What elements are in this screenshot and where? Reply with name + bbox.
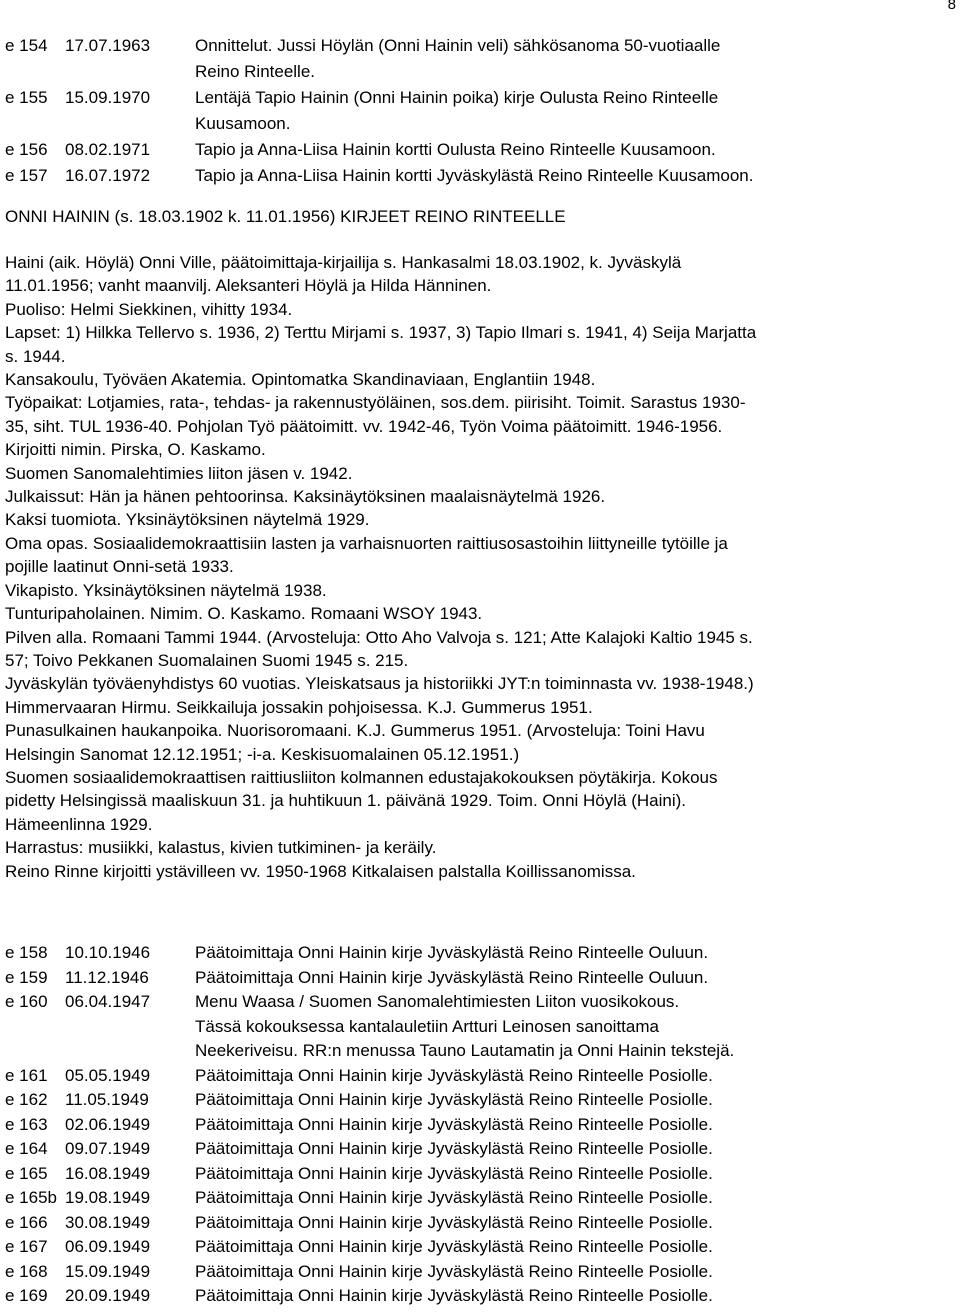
entry-row bbox=[5, 163, 945, 189]
entry-continuation-row bbox=[5, 111, 945, 137]
entry-date: 19.08.1949 bbox=[65, 1188, 151, 1207]
bio-line: Lapset: 1) Hilkka Tellervo s. 1936, 2) Terttu Mirjami s. 1937, 3) Tapio Ilmari s. 1941, 4) Seija Marjatta bbox=[5, 323, 757, 343]
entry-row bbox=[5, 1186, 945, 1211]
entry-description: Päätoimittaja Onni Hainin kirje Jyväskylästä Reino Rinteelle Posiolle. bbox=[195, 1237, 713, 1256]
entry-id bbox=[5, 1015, 65, 1040]
entry-description: Päätoimittaja Onni Hainin kirje Jyväskylästä Reino Rinteelle Posiolle. bbox=[195, 1090, 713, 1109]
bio-line: pojille laatinut Onni-setä 1933. bbox=[5, 557, 234, 577]
entry-id: e 157 bbox=[5, 166, 48, 185]
entry-date: 30.08.1949 bbox=[65, 1212, 151, 1232]
entry-date: 11.05.1949 bbox=[65, 1090, 149, 1109]
bio-line: Kaksi tuomiota. Yksinäytöksinen näytelmä 1929. bbox=[5, 510, 370, 530]
bio-line: Julkaissut: Hän ja hänen pehtoorinsa. Kaksinäytöksinen maalaisnäytelmä 1926. bbox=[5, 487, 606, 507]
bio-line: 35, siht. TUL 1936-40. Pohjolan Työ päätoimitt. vv. 1942-46, Työn Voima päätoimitt. 1946-1956. bbox=[5, 416, 723, 436]
entry-date: 10.10.1946 bbox=[65, 943, 151, 962]
entry-row bbox=[5, 85, 945, 111]
entry-description: Reino Rinteelle. bbox=[195, 62, 316, 81]
bio-line: Vikapisto. Yksinäytöksinen näytelmä 1938. bbox=[5, 580, 327, 600]
bio-line: 11.01.1956; vanht maanvilj. Aleksanteri Höylä ja Hilda Hänninen. bbox=[5, 276, 492, 296]
bio-line: Punasulkainen haukanpoika. Nuorisoromaani. K.J. Gummerus 1951. (Arvosteluja: Toini Havu bbox=[5, 721, 705, 741]
bio-line: Pilven alla. Romaani Tammi 1944. (Arvosteluja: Otto Aho Valvoja s. 121; Atte Kalajoki Kaltio 1945 s. bbox=[5, 627, 753, 647]
entry-row bbox=[5, 1211, 945, 1236]
entry-description: Päätoimittaja Onni Hainin kirje Jyväskylästä Reino Rinteelle Posiolle. bbox=[195, 1163, 713, 1183]
entry-id: e 167 bbox=[5, 1237, 48, 1256]
entry-date bbox=[65, 59, 195, 85]
entry-row bbox=[5, 1113, 945, 1138]
archive-entries-top bbox=[5, 33, 945, 189]
bio-line: Kirjoitti nimin. Pirska, O. Kaskamo. bbox=[5, 440, 266, 460]
entry-description: Kuusamoon. bbox=[195, 114, 291, 133]
entry-date: 02.06.1949 bbox=[65, 1114, 151, 1134]
bio-line: Oma opas. Sosiaalidemokraattisiin lasten ja varhaisnuorten raittiusosastoihin liittyneille tytöille ja bbox=[5, 533, 728, 553]
entry-row bbox=[5, 137, 945, 163]
entry-date: 06.09.1949 bbox=[65, 1237, 151, 1256]
bio-line: Reino Rinne kirjoitti ystävilleen vv. 1950-1968 Kitkalaisen palstalla Koillissanomissa. bbox=[5, 861, 636, 881]
entry-id: e 165b bbox=[5, 1188, 57, 1207]
entry-description: Tässä kokouksessa kantalauletiin Artturi Leinosen sanoittama bbox=[195, 1016, 659, 1036]
bio-line: Harrastus: musiikki, kalastus, kivien tutkiminen- ja keräily. bbox=[5, 838, 437, 858]
entry-id: e 161 bbox=[5, 1065, 48, 1085]
entry-description: Onnittelut. Jussi Höylän (Onni Hainin veli) sähkösanoma 50-vuotiaalle bbox=[195, 36, 721, 55]
entry-date: 20.09.1949 bbox=[65, 1286, 151, 1305]
archive-entries-letters bbox=[5, 941, 945, 1309]
entry-row bbox=[5, 1284, 945, 1309]
page-number: 8 bbox=[947, 0, 956, 13]
entry-id bbox=[5, 59, 65, 85]
entry-id bbox=[5, 1039, 65, 1064]
bio-line: s. 1944. bbox=[5, 346, 66, 366]
bio-line: Helsingin Sanomat 12.12.1951; -i-a. Keskisuomalainen 05.12.1951.) bbox=[5, 744, 520, 764]
entry-id: e 165 bbox=[5, 1163, 48, 1183]
entry-date bbox=[65, 1015, 195, 1040]
entry-continuation-row bbox=[5, 1015, 945, 1040]
entry-id bbox=[5, 111, 65, 137]
entry-description: Lentäjä Tapio Hainin (Onni Hainin poika) kirje Oulusta Reino Rinteelle bbox=[195, 88, 719, 107]
entry-row bbox=[5, 990, 945, 1015]
entry-id: e 166 bbox=[5, 1212, 48, 1232]
entry-description: Päätoimittaja Onni Hainin kirje Jyväskylästä Reino Rinteelle Ouluun. bbox=[195, 967, 709, 987]
entry-id: e 164 bbox=[5, 1139, 48, 1158]
entry-id: e 163 bbox=[5, 1114, 48, 1134]
entry-description: Tapio ja Anna-Liisa Hainin kortti Jyväskylästä Reino Rinteelle Kuusamoon. bbox=[195, 166, 754, 185]
entry-row bbox=[5, 1088, 945, 1113]
entry-id: e 158 bbox=[5, 943, 48, 962]
entry-row bbox=[5, 1162, 945, 1187]
entry-date bbox=[65, 1039, 195, 1064]
bio-line: Jyväskylän työväenyhdistys 60 vuotias. Yleiskatsaus ja historiikki JYT:n toiminnasta vv. 1938-1948.) bbox=[5, 674, 754, 694]
bio-line: pidetty Helsingissä maaliskuun 31. ja huhtikuun 1. päivänä 1929. Toim. Onni Höylä (Haini). bbox=[5, 791, 687, 811]
biography bbox=[5, 251, 945, 883]
bio-line: Työpaikat: Lotjamies, rata-, tehdas- ja rakennustyöläinen, sos.dem. piirisiht. Toimit. Sarastus 1930- bbox=[5, 393, 746, 413]
entry-id: e 156 bbox=[5, 140, 48, 159]
entry-id: e 160 bbox=[5, 992, 48, 1011]
entry-id: e 159 bbox=[5, 967, 48, 987]
entry-description: Päätoimittaja Onni Hainin kirje Jyväskylästä Reino Rinteelle Posiolle. bbox=[195, 1065, 713, 1085]
entry-description: Neekeriveisu. RR:n menussa Tauno Lautamatin ja Onni Hainin tekstejä. bbox=[195, 1041, 735, 1060]
entry-description: Päätoimittaja Onni Hainin kirje Jyväskylästä Reino Rinteelle Posiolle. bbox=[195, 1139, 713, 1158]
entry-date: 17.07.1963 bbox=[65, 36, 151, 55]
bio-line: Himmervaaran Hirmu. Seikkailuja jossakin pohjoisessa. K.J. Gummerus 1951. bbox=[5, 697, 593, 717]
entry-row bbox=[5, 941, 945, 966]
entry-description: Päätoimittaja Onni Hainin kirje Jyväskylästä Reino Rinteelle Posiolle. bbox=[195, 1212, 713, 1232]
entry-continuation-row bbox=[5, 1039, 945, 1064]
entry-row bbox=[5, 966, 945, 991]
entry-description: Tapio ja Anna-Liisa Hainin kortti Oulusta Reino Rinteelle Kuusamoon. bbox=[195, 140, 716, 159]
bio-line: Kansakoulu, Työväen Akatemia. Opintomatka Skandinaviaan, Englantiin 1948. bbox=[5, 370, 596, 390]
entry-date: 06.04.1947 bbox=[65, 992, 151, 1011]
entry-description: Päätoimittaja Onni Hainin kirje Jyväskylästä Reino Rinteelle Posiolle. bbox=[195, 1114, 713, 1134]
entry-id: e 155 bbox=[5, 88, 48, 107]
entry-date: 08.02.1971 bbox=[65, 140, 151, 159]
entry-date: 11.12.1946 bbox=[65, 967, 149, 987]
entry-id: e 168 bbox=[5, 1261, 48, 1281]
entry-date: 15.09.1949 bbox=[65, 1261, 151, 1281]
bio-line: Tunturipaholainen. Nimim. O. Kaskamo. Romaani WSOY 1943. bbox=[5, 604, 483, 624]
bio-line: Hämeenlinna 1929. bbox=[5, 814, 153, 834]
entry-row bbox=[5, 1235, 945, 1260]
entry-date: 05.05.1949 bbox=[65, 1065, 151, 1085]
entry-row bbox=[5, 1137, 945, 1162]
entry-description: Päätoimittaja Onni Hainin kirje Jyväskylästä Reino Rinteelle Ouluun. bbox=[195, 943, 709, 962]
bio-line: Puoliso: Helmi Siekkinen, vihitty 1934. bbox=[5, 299, 293, 319]
entry-row bbox=[5, 1260, 945, 1285]
entry-row bbox=[5, 1064, 945, 1089]
entry-row bbox=[5, 33, 945, 59]
entry-id: e 154 bbox=[5, 36, 48, 55]
bio-line: 57; Toivo Pekkanen Suomalainen Suomi 1945 s. 215. bbox=[5, 650, 409, 670]
bio-line: Haini (aik. Höylä) Onni Ville, päätoimittaja-kirjailija s. Hankasalmi 18.03.1902, k. Jyväskylä bbox=[5, 253, 682, 272]
section-heading: ONNI HAININ (s. 18.03.1902 k. 11.01.1956) KIRJEET REINO RINTEELLE bbox=[5, 207, 566, 226]
entry-id: e 169 bbox=[5, 1286, 48, 1305]
entry-description: Päätoimittaja Onni Hainin kirje Jyväskylästä Reino Rinteelle Posiolle. bbox=[195, 1286, 713, 1305]
entry-date bbox=[65, 111, 195, 137]
entry-description: Päätoimittaja Onni Hainin kirje Jyväskylästä Reino Rinteelle Posiolle. bbox=[195, 1261, 713, 1281]
entry-continuation-row bbox=[5, 59, 945, 85]
entry-description: Menu Waasa / Suomen Sanomalehtimiesten Liiton vuosikokous. bbox=[195, 992, 680, 1011]
entry-date: 16.08.1949 bbox=[65, 1163, 151, 1183]
entry-description: Päätoimittaja Onni Hainin kirje Jyväskylästä Reino Rinteelle Posiolle. bbox=[195, 1188, 713, 1207]
entry-date: 09.07.1949 bbox=[65, 1139, 151, 1158]
bio-line: Suomen sosiaalidemokraattisen raittiusliiton kolmannen edustajakokouksen pöytäkirja. Kokous bbox=[5, 767, 718, 787]
bio-line: Suomen Sanomalehtimies liiton jäsen v. 1942. bbox=[5, 463, 353, 483]
entry-id: e 162 bbox=[5, 1090, 48, 1109]
entry-date: 16.07.1972 bbox=[65, 166, 151, 185]
entry-date: 15.09.1970 bbox=[65, 88, 151, 107]
